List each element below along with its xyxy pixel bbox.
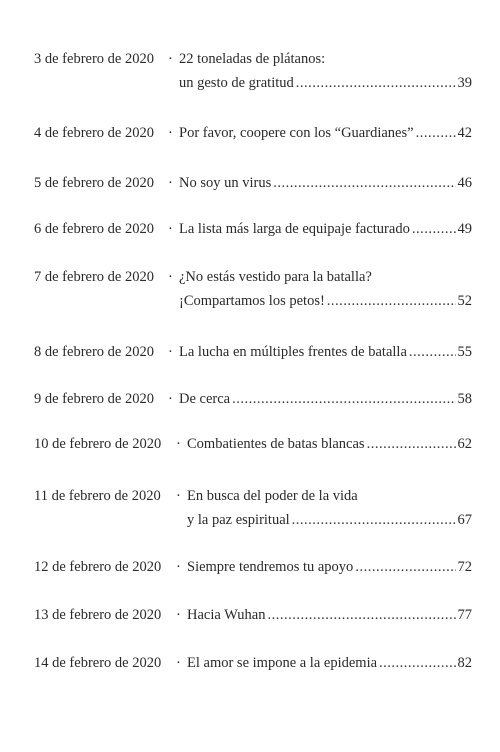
dot-leader — [292, 511, 456, 529]
toc-entry-title: Por favor, coopere con los “Guardianes” — [179, 125, 414, 141]
toc-entry-page-number: 39 — [457, 75, 472, 91]
dot-leader — [273, 174, 455, 192]
toc-entry-title: De cerca — [179, 391, 231, 407]
dot-leader — [267, 606, 455, 624]
separator-dot: · — [176, 559, 181, 575]
separator-dot: · — [168, 51, 173, 67]
toc-entry-page-number: 49 — [457, 221, 472, 237]
separator-dot: · — [168, 269, 173, 285]
toc-entry-page-number: 67 — [457, 512, 472, 528]
separator-dot: · — [176, 436, 181, 452]
toc-entry-date: 9 de febrero de 2020 — [34, 391, 154, 407]
toc-entry-title: Siempre tendremos tu apoyo — [187, 559, 354, 575]
separator-dot: · — [168, 344, 173, 360]
separator-dot: · — [176, 488, 181, 504]
dot-leader — [412, 220, 456, 238]
dot-leader — [367, 435, 456, 453]
separator-dot: · — [168, 125, 173, 141]
dot-leader — [355, 558, 455, 576]
toc-entry-date: 4 de febrero de 2020 — [34, 125, 154, 141]
toc-entry-page-number: 52 — [457, 293, 472, 309]
toc-entry-page-number: 46 — [457, 175, 472, 191]
toc-entry-title: No soy un virus — [179, 175, 272, 191]
toc-entry-date: 11 de febrero de 2020 — [34, 488, 161, 504]
toc-entry-title: La lucha en múltiples frentes de batalla — [179, 344, 407, 360]
dot-leader — [232, 390, 455, 408]
toc-entry-page-number: 82 — [457, 655, 472, 671]
toc-entry-title: ¡Compartamos los petos! — [179, 293, 325, 309]
separator-dot: · — [176, 655, 181, 671]
toc-entry-page-number: 72 — [457, 559, 472, 575]
separator-dot: · — [176, 607, 181, 623]
toc-entry-date: 10 de febrero de 2020 — [34, 436, 162, 452]
toc-entry-title: Hacia Wuhan — [187, 607, 266, 623]
toc-entry-date: 12 de febrero de 2020 — [34, 559, 162, 575]
toc-entry-date: 3 de febrero de 2020 — [34, 51, 154, 67]
separator-dot: · — [168, 221, 173, 237]
toc-entry-title: El amor se impone a la epidemia — [187, 655, 378, 671]
toc-entry-page-number: 58 — [457, 391, 472, 407]
toc-entry-page-number: 62 — [457, 436, 472, 452]
toc-entry-date: 7 de febrero de 2020 — [34, 269, 154, 285]
dot-leader — [409, 343, 456, 361]
dot-leader — [416, 124, 456, 142]
toc-entry-date: 8 de febrero de 2020 — [34, 344, 154, 360]
toc-entry-date: 13 de febrero de 2020 — [34, 607, 162, 623]
toc-entry-page-number: 42 — [457, 125, 472, 141]
toc-entry-date: 14 de febrero de 2020 — [34, 655, 162, 671]
toc-entry-title: En busca del poder de la vida — [187, 488, 358, 504]
toc-entry-title: La lista más larga de equipaje facturado — [179, 221, 410, 237]
separator-dot: · — [168, 175, 173, 191]
toc-entry-title: Combatientes de batas blancas — [187, 436, 365, 452]
toc-entry-title: ¿No estás vestido para la batalla? — [179, 269, 372, 285]
toc-entry-title: 22 toneladas de plátanos: — [179, 51, 326, 67]
separator-dot: · — [168, 391, 173, 407]
dot-leader — [296, 74, 456, 92]
dot-leader — [327, 292, 456, 310]
toc-entry-page-number: 77 — [457, 607, 472, 623]
toc-entry-page-number: 55 — [457, 344, 472, 360]
dot-leader — [379, 654, 455, 672]
toc-entry-date: 5 de febrero de 2020 — [34, 175, 154, 191]
toc-entry-title: un gesto de gratitud — [179, 75, 294, 91]
toc-entry-date: 6 de febrero de 2020 — [34, 221, 154, 237]
toc-entry-title: y la paz espiritual — [187, 512, 290, 528]
